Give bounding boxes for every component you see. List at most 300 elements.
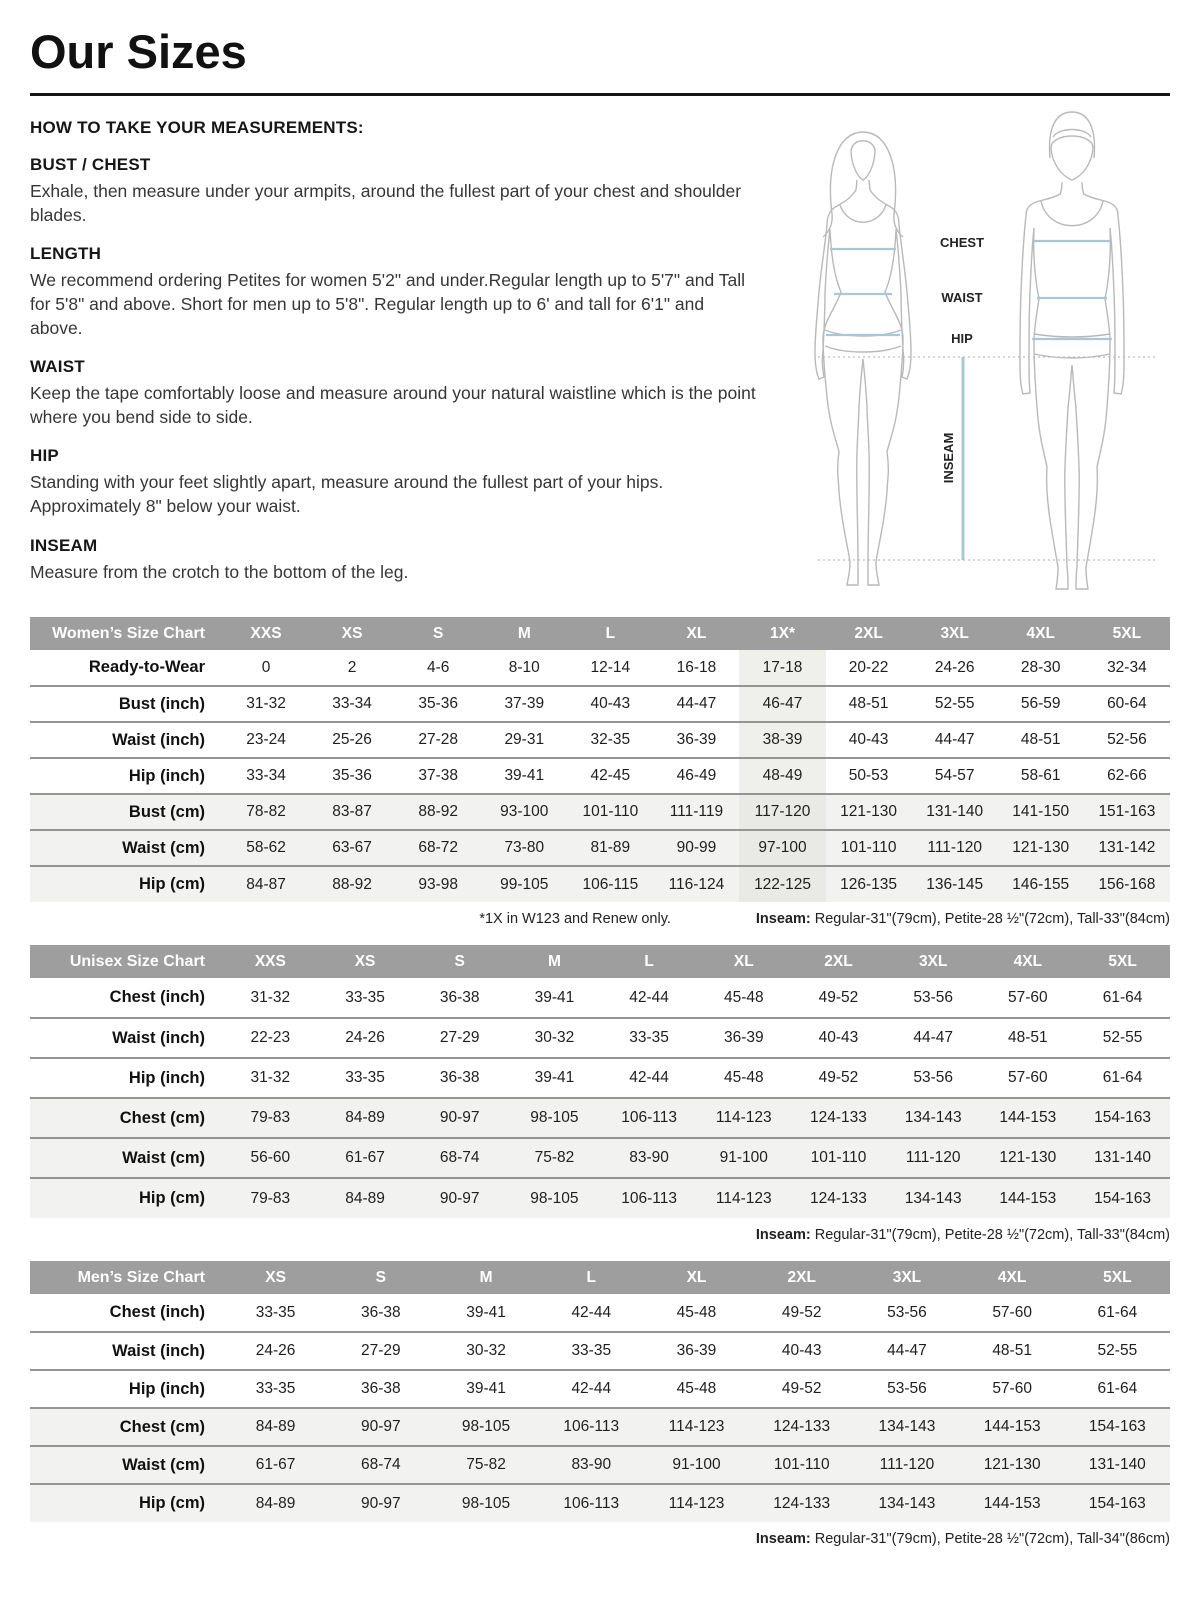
size-cell: 56-59 <box>998 686 1084 722</box>
size-cell: 30-32 <box>507 1018 602 1058</box>
size-cell: 52-55 <box>1075 1018 1170 1058</box>
size-cell: 98-105 <box>433 1484 538 1522</box>
table-row <box>30 978 1170 1018</box>
size-cell: 84-89 <box>223 1484 328 1522</box>
table-row <box>30 1484 1170 1522</box>
table-row <box>30 1446 1170 1484</box>
table-row <box>30 686 1170 722</box>
size-cell: 36-38 <box>439 988 480 1006</box>
size-cell: 83-90 <box>602 1138 697 1178</box>
size-cell: 68-74 <box>328 1446 433 1484</box>
size-column-header: XL <box>644 1261 749 1294</box>
size-cell: 98-105 <box>433 1408 538 1446</box>
size-cell: 58-61 <box>998 758 1084 794</box>
size-cell: 2 <box>347 658 357 676</box>
size-cell: 90-99 <box>653 830 739 866</box>
table-row <box>30 830 1170 866</box>
size-cell: 134-143 <box>854 1484 959 1522</box>
section-waist <box>30 357 760 429</box>
size-cell: 134-143 <box>886 1098 981 1138</box>
size-cell: 24-26 <box>934 658 975 676</box>
size-cell: 53-56 <box>913 988 953 1006</box>
size-cell: 114-123 <box>644 1484 749 1522</box>
size-cell: 114-123 <box>644 1408 749 1446</box>
size-cell: 121-130 <box>981 1138 1076 1178</box>
section-body: Measure from the crotch to the bottom of the leg. <box>30 561 409 582</box>
size-cell: 101-110 <box>826 830 912 866</box>
footnote-inseam <box>756 1227 1170 1243</box>
size-cell: 91-100 <box>696 1138 791 1178</box>
size-cell: 36-39 <box>644 1332 749 1370</box>
table-title-cell: Women’s Size Chart <box>30 617 223 650</box>
size-cell: 42-44 <box>602 1058 697 1098</box>
woman-neck <box>856 180 870 190</box>
size-cell: 81-89 <box>567 830 653 866</box>
size-cell: 91-100 <box>644 1446 749 1484</box>
man-neck <box>1060 182 1084 195</box>
size-cell: 101-110 <box>749 1446 854 1484</box>
size-cell: 144-153 <box>960 1408 1065 1446</box>
size-cell: 16-18 <box>676 658 717 676</box>
size-cell: 33-34 <box>309 686 395 722</box>
size-cell: 53-56 <box>854 1370 959 1408</box>
size-cell: 144-153 <box>960 1484 1065 1522</box>
table-title-cell: Men’s Size Chart <box>30 1261 223 1294</box>
size-cell: 45-48 <box>696 1058 791 1098</box>
footnote-inseam-text: Regular-31"(79cm), Petite-28 ½"(72cm), Tall-34"(86cm) <box>810 1531 1170 1547</box>
size-column-header: 2XL <box>791 945 886 978</box>
size-cell: 35-36 <box>309 758 395 794</box>
size-cell: 106-113 <box>539 1408 644 1446</box>
size-cell: 98-105 <box>507 1098 602 1138</box>
row-label: Waist (cm) <box>30 1446 223 1484</box>
size-column-header: XXS <box>223 945 318 978</box>
size-cell: 46-47 <box>739 686 825 722</box>
footnote-inseam-label: Inseam: <box>755 911 811 927</box>
size-cell: 111-120 <box>912 830 998 866</box>
size-cell: 48-51 <box>981 1018 1076 1058</box>
size-cell: 0 <box>261 658 271 676</box>
size-cell: 24-26 <box>223 1332 328 1370</box>
size-cell: 39-41 <box>534 988 575 1006</box>
size-cell: 49-52 <box>781 1303 822 1321</box>
size-cell: 40-43 <box>749 1332 854 1370</box>
size-cell: 90-97 <box>328 1484 433 1522</box>
size-cell: 84-89 <box>318 1098 413 1138</box>
size-column-header: 3XL <box>912 617 998 650</box>
size-cell: 54-57 <box>912 758 998 794</box>
size-cell: 36-38 <box>361 1303 401 1321</box>
size-cell: 36-38 <box>412 1058 507 1098</box>
size-cell: 121-130 <box>998 830 1084 866</box>
size-cell: 79-83 <box>223 1178 318 1218</box>
size-cell: 33-35 <box>539 1332 644 1370</box>
size-cell: 124-133 <box>749 1408 854 1446</box>
size-cell: 84-89 <box>223 1408 328 1446</box>
size-cell: 83-90 <box>539 1446 644 1484</box>
size-cell: 114-123 <box>696 1178 791 1218</box>
size-cell: 106-115 <box>567 866 653 902</box>
row-label: Chest (cm) <box>30 1408 223 1446</box>
table-row <box>30 722 1170 758</box>
size-cell: 40-43 <box>567 686 653 722</box>
size-cell: 93-100 <box>481 794 567 830</box>
size-cell: 61-64 <box>1075 1058 1170 1098</box>
size-column-header: XS <box>318 945 413 978</box>
section-body: Exhale, then measure under your armpits, around the fullest part of your chest and shoulder blades. <box>30 181 742 225</box>
size-column-header: M <box>433 1261 538 1294</box>
size-cell: 30-32 <box>433 1332 538 1370</box>
size-cell: 48-51 <box>826 686 912 722</box>
womens-size-chart-section <box>30 617 1170 927</box>
size-cell: 111-119 <box>653 794 739 830</box>
man-top-hem <box>1034 334 1110 337</box>
size-cell: 136-145 <box>912 866 998 902</box>
size-cell: 39-41 <box>481 758 567 794</box>
woman-figure <box>815 132 911 585</box>
size-cell: 32-34 <box>1107 658 1147 676</box>
size-cell: 33-34 <box>223 758 309 794</box>
size-cell: 49-52 <box>791 1058 886 1098</box>
section-heading: HIP <box>30 446 59 466</box>
size-cell: 42-44 <box>629 988 669 1006</box>
size-cell: 98-105 <box>507 1178 602 1218</box>
size-cell: 154-163 <box>1075 1178 1170 1218</box>
table-row <box>30 1178 1170 1218</box>
size-cell: 116-124 <box>653 866 739 902</box>
size-cell: 44-47 <box>886 1018 981 1058</box>
size-cell: 48-51 <box>960 1332 1065 1370</box>
size-cell: 68-74 <box>412 1138 507 1178</box>
size-cell: 97-100 <box>739 830 825 866</box>
section-heading: BUST / CHEST <box>30 155 151 174</box>
size-cell: 20-22 <box>848 658 889 676</box>
size-cell: 122-125 <box>739 866 825 902</box>
size-column-header: 1X* <box>739 617 825 650</box>
chest-label: CHEST <box>939 235 985 250</box>
row-label: Hip (inch) <box>30 758 223 794</box>
size-cell: 61-67 <box>318 1138 413 1178</box>
size-cell: 84-87 <box>223 866 309 902</box>
woman-face-outline <box>851 141 875 180</box>
footnote-inseam-label: Inseam: <box>755 1531 811 1547</box>
womens-footnotes <box>30 911 1170 927</box>
size-cell: 52-56 <box>1084 722 1170 758</box>
size-cell: 144-153 <box>981 1098 1076 1138</box>
size-cell: 33-35 <box>345 988 385 1006</box>
size-column-header: 5XL <box>1065 1261 1170 1294</box>
footnote-inseam-label: Inseam: <box>755 1227 811 1243</box>
size-cell: 93-98 <box>395 866 481 902</box>
size-cell: 40-43 <box>791 1018 886 1058</box>
size-cell: 141-150 <box>998 794 1084 830</box>
row-label: Waist (cm) <box>30 830 223 866</box>
size-column-header: 5XL <box>1084 617 1170 650</box>
size-cell: 131-142 <box>1084 830 1170 866</box>
size-cell: 134-143 <box>886 1178 981 1218</box>
size-cell: 50-53 <box>826 758 912 794</box>
size-cell: 53-56 <box>887 1303 927 1321</box>
size-cell: 57-60 <box>992 1303 1032 1321</box>
size-cell: 106-113 <box>602 1178 697 1218</box>
header-row <box>30 945 1170 978</box>
size-column-header: 2XL <box>826 617 912 650</box>
measurement-instructions <box>30 118 770 584</box>
measurement-diagram <box>770 106 1170 601</box>
waist-label: WAIST <box>941 290 983 305</box>
size-cell: 40-43 <box>826 722 912 758</box>
size-cell: 83-87 <box>309 794 395 830</box>
table-title-cell: Unisex Size Chart <box>30 945 223 978</box>
size-cell: 33-35 <box>318 1058 413 1098</box>
size-cell: 154-163 <box>1065 1484 1170 1522</box>
table-row <box>30 1408 1170 1446</box>
table-row <box>30 1138 1170 1178</box>
size-cell: 61-64 <box>1102 988 1143 1006</box>
size-cell: 124-133 <box>749 1484 854 1522</box>
size-cell: 33-35 <box>602 1018 697 1058</box>
man-hair-outline <box>1050 112 1095 158</box>
size-cell: 48-49 <box>739 758 825 794</box>
unisex-footnotes <box>30 1227 1170 1243</box>
size-cell: 126-135 <box>826 866 912 902</box>
size-cell: 124-133 <box>791 1098 886 1138</box>
section-body: Standing with your feet slightly apart, measure around the fullest part of your hips. Approximately 8" below your waist. <box>30 472 664 516</box>
section-length <box>30 244 760 340</box>
size-cell: 33-35 <box>255 1303 296 1321</box>
size-cell: 49-52 <box>749 1370 854 1408</box>
size-column-header: S <box>328 1261 433 1294</box>
footnote-inseam <box>756 911 1170 927</box>
size-cell: 49-52 <box>818 988 859 1006</box>
size-cell: 61-64 <box>1065 1370 1170 1408</box>
size-column-header: 2XL <box>749 1261 854 1294</box>
size-cell: 101-110 <box>567 794 653 830</box>
inseam-label: INSEAM <box>941 432 956 484</box>
man-measure-lines <box>1032 241 1112 339</box>
size-column-header: XS <box>223 1261 328 1294</box>
size-cell: 38-39 <box>739 722 825 758</box>
size-cell: 78-82 <box>223 794 309 830</box>
section-heading: LENGTH <box>30 244 102 264</box>
size-cell: 29-31 <box>481 722 567 758</box>
size-cell: 117-120 <box>739 794 825 830</box>
size-column-header: XL <box>696 945 791 978</box>
section-heading: WAIST <box>30 357 85 377</box>
size-cell: 37-38 <box>395 758 481 794</box>
size-cell: 68-72 <box>395 830 481 866</box>
section-inseam <box>30 536 760 585</box>
size-column-header: M <box>507 945 602 978</box>
size-cell: 53-56 <box>886 1058 981 1098</box>
size-cell: 90-97 <box>412 1098 507 1138</box>
size-cell: 134-143 <box>854 1408 959 1446</box>
intro-section <box>30 118 1170 601</box>
size-cell: 45-48 <box>723 988 764 1006</box>
row-label: Hip (cm) <box>30 1484 223 1522</box>
size-cell: 111-120 <box>854 1446 959 1484</box>
size-column-header: 3XL <box>854 1261 959 1294</box>
size-column-header: L <box>539 1261 644 1294</box>
size-column-header: L <box>602 945 697 978</box>
size-cell: 17-18 <box>739 650 825 686</box>
size-column-header: M <box>481 617 567 650</box>
section-body: Keep the tape comfortably loose and measure around your natural waistline which is the point where you bend side to side. <box>30 383 756 427</box>
size-column-header: 3XL <box>886 945 981 978</box>
row-label: Hip (cm) <box>30 1178 223 1218</box>
size-cell: 8-10 <box>508 658 540 676</box>
size-column-header: XS <box>309 617 395 650</box>
section-bust-chest <box>30 155 760 227</box>
table-row <box>30 758 1170 794</box>
size-cell: 25-26 <box>309 722 395 758</box>
size-cell: 124-133 <box>791 1178 886 1218</box>
size-cell: 62-66 <box>1084 758 1170 794</box>
size-cell: 90-97 <box>328 1408 433 1446</box>
size-cell: 28-30 <box>1020 658 1061 676</box>
size-cell: 88-92 <box>395 794 481 830</box>
row-label: Chest (inch) <box>109 1303 205 1321</box>
size-cell: 146-155 <box>998 866 1084 902</box>
size-cell: 44-47 <box>912 722 998 758</box>
size-cell: 131-140 <box>1075 1138 1170 1178</box>
size-column-header: XXS <box>223 617 309 650</box>
size-cell: 45-48 <box>676 1303 717 1321</box>
size-cell: 75-82 <box>507 1138 602 1178</box>
section-body: We recommend ordering Petites for women 5'2" and under.Regular length up to 5'7" and Tall for 5'8" and above. Short for men up to 5'8". Regular length up to 6' and tall for 6'1" and above. <box>30 270 745 338</box>
row-label: Hip (inch) <box>30 1370 223 1408</box>
size-cell: 31-32 <box>223 686 309 722</box>
size-cell: 121-130 <box>826 794 912 830</box>
size-cell: 84-89 <box>318 1178 413 1218</box>
woman-hair-outline <box>823 132 903 237</box>
size-cell: 151-163 <box>1084 794 1170 830</box>
how-to-heading: HOW TO TAKE YOUR MEASUREMENTS: <box>30 118 364 137</box>
size-cell: 106-113 <box>602 1098 697 1138</box>
size-cell: 36-38 <box>328 1370 433 1408</box>
table-row <box>30 1332 1170 1370</box>
size-column-header: 5XL <box>1075 945 1170 978</box>
size-column-header: L <box>567 617 653 650</box>
header-row <box>30 617 1170 650</box>
row-label: Hip (cm) <box>30 866 223 902</box>
size-cell: 31-32 <box>250 988 291 1006</box>
size-cell: 44-47 <box>653 686 739 722</box>
size-column-header: 4XL <box>998 617 1084 650</box>
woman-neckline <box>840 205 886 222</box>
size-cell: 156-168 <box>1084 866 1170 902</box>
size-cell: 27-29 <box>412 1018 507 1058</box>
size-cell: 154-163 <box>1065 1408 1170 1446</box>
size-cell: 32-35 <box>567 722 653 758</box>
size-cell: 22-23 <box>223 1018 318 1058</box>
row-label: Chest (inch) <box>109 988 205 1006</box>
table-row <box>30 1098 1170 1138</box>
row-label: Ready-to-Wear <box>88 658 205 676</box>
size-cell: 99-105 <box>481 866 567 902</box>
table-row <box>30 650 1170 686</box>
size-cell: 63-67 <box>309 830 395 866</box>
size-cell: 114-123 <box>696 1098 791 1138</box>
size-cell: 106-113 <box>539 1484 644 1522</box>
unisex-size-chart-section <box>30 945 1170 1243</box>
size-cell: 24-26 <box>318 1018 413 1058</box>
row-label: Waist (inch) <box>30 722 223 758</box>
page-title: Our Sizes <box>30 25 247 78</box>
size-cell: 42-45 <box>567 758 653 794</box>
size-cell: 27-29 <box>328 1332 433 1370</box>
section-hip <box>30 446 760 518</box>
size-cell: 131-140 <box>912 794 998 830</box>
size-cell: 39-41 <box>507 1058 602 1098</box>
footnote-inseam-text: Regular-31"(79cm), Petite-28 ½"(72cm), Tall-33"(84cm) <box>810 1227 1170 1243</box>
size-column-header: 4XL <box>981 945 1076 978</box>
size-column-header: XL <box>653 617 739 650</box>
size-cell: 46-49 <box>653 758 739 794</box>
row-label: Waist (cm) <box>30 1138 223 1178</box>
size-cell: 36-39 <box>653 722 739 758</box>
header-row <box>30 1261 1170 1294</box>
size-cell: 73-80 <box>481 830 567 866</box>
size-cell: 37-39 <box>481 686 567 722</box>
size-cell: 39-41 <box>433 1370 538 1408</box>
row-label: Waist (inch) <box>30 1018 223 1058</box>
body-measurement-illustration <box>770 106 1170 596</box>
size-cell: 4-6 <box>426 658 450 676</box>
size-cell: 131-140 <box>1065 1446 1170 1484</box>
woman-measure-lines <box>826 249 900 335</box>
size-cell: 121-130 <box>960 1446 1065 1484</box>
size-cell: 88-92 <box>309 866 395 902</box>
size-cell: 144-153 <box>981 1178 1076 1218</box>
row-label: Bust (inch) <box>30 686 223 722</box>
footnote-1x: *1X in W123 and Renew only. <box>479 911 671 927</box>
table-row <box>30 794 1170 830</box>
mens-size-chart-table <box>30 1261 1170 1522</box>
size-cell: 52-55 <box>912 686 998 722</box>
size-column-header: S <box>412 945 507 978</box>
size-cell: 58-62 <box>223 830 309 866</box>
size-column-header: 4XL <box>960 1261 1065 1294</box>
size-cell: 42-44 <box>571 1303 612 1321</box>
size-cell: 75-82 <box>433 1446 538 1484</box>
unisex-size-chart-table <box>30 945 1170 1218</box>
size-cell: 57-60 <box>960 1370 1065 1408</box>
size-cell: 90-97 <box>412 1178 507 1218</box>
man-face-outline <box>1051 136 1093 180</box>
size-cell: 57-60 <box>981 1058 1076 1098</box>
title-divider <box>30 93 1170 96</box>
footnote-inseam-text: Regular-31"(79cm), Petite-28 ½"(72cm), Tall-33"(84cm) <box>810 911 1170 927</box>
section-heading: INSEAM <box>30 535 98 555</box>
mens-size-chart-section <box>30 1261 1170 1547</box>
size-cell: 52-55 <box>1065 1332 1170 1370</box>
table-row <box>30 1370 1170 1408</box>
hip-label: HIP <box>951 331 973 346</box>
size-cell: 48-51 <box>998 722 1084 758</box>
size-column-header: S <box>395 617 481 650</box>
size-cell: 42-44 <box>539 1370 644 1408</box>
womens-size-chart-table <box>30 617 1170 902</box>
table-row <box>30 1018 1170 1058</box>
size-cell: 79-83 <box>223 1098 318 1138</box>
row-label: Chest (cm) <box>30 1098 223 1138</box>
table-row <box>30 1058 1170 1098</box>
size-cell: 35-36 <box>395 686 481 722</box>
size-cell: 56-60 <box>223 1138 318 1178</box>
size-cell: 111-120 <box>886 1138 981 1178</box>
man-body-outline <box>1020 194 1124 589</box>
